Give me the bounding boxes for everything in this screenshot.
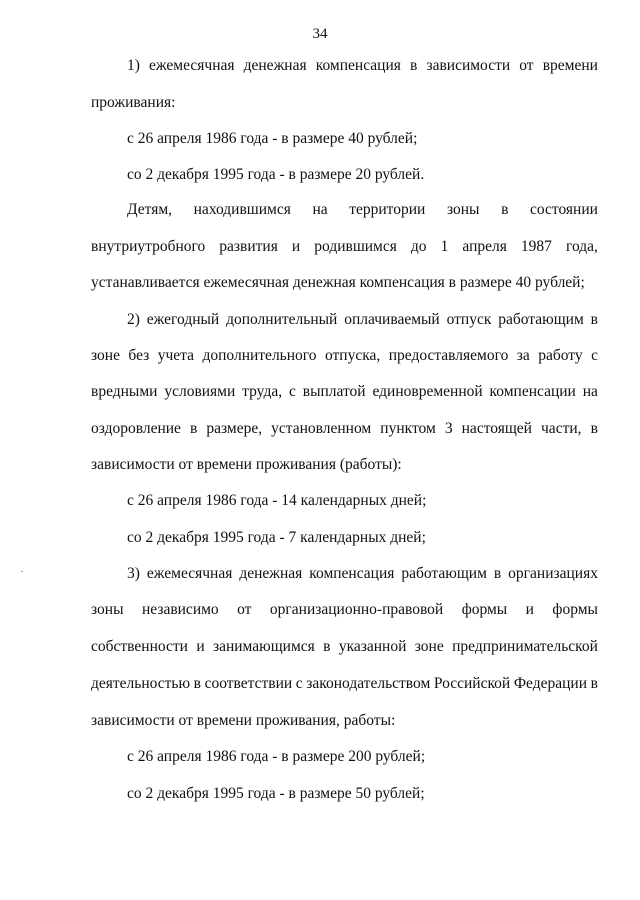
text-word: в [590,675,598,692]
text-word: в [590,420,598,437]
text-word: времени [542,57,598,74]
text-word: зависимости [426,57,511,74]
text-word: от [237,601,252,618]
text-word: отпуска, [324,347,381,364]
text-word: денежная [239,565,303,582]
text-line: зависимости от времени проживания, работы: [91,712,396,729]
text-word: и [525,601,534,618]
text-word: развития [219,238,278,255]
text-word: вредными [91,383,158,400]
text-word: размере, [206,420,263,437]
text-word: соответствии [204,675,293,692]
page-number: 34 [312,26,328,42]
text-line: со 2 декабря 1995 года - 7 календарных дней; [127,529,426,546]
text-word: 1987 [520,238,552,255]
text-word: предпринимательской [452,638,598,655]
text-line: устанавливается ежемесячная денежная компенсация в размере 40 рублей; [91,274,585,291]
text-word: компенсации [489,383,576,400]
text-word: занимающимся [212,638,315,655]
text-word: с [288,383,296,400]
text-line: с 26 апреля 1986 года - 14 календарных дней; [127,492,427,509]
text-word: ежемесячная [149,57,235,74]
text-word: организациях [508,565,598,582]
text-word: условиями [164,383,236,400]
text-word: работу [538,347,583,364]
text-word: независимо [141,601,219,618]
text-word: апреля [462,238,507,255]
text-word: в [501,201,509,218]
text-word: дополнительный [226,311,338,328]
text-line [127,563,598,585]
text-word: от [519,57,534,74]
text-word: зоны [446,201,480,218]
text-word: труда, [242,383,283,400]
text-word: на [582,383,598,400]
text-line: с 26 апреля 1986 года - в размере 200 рублей; [127,748,426,765]
text-line: со 2 декабря 1995 года - в размере 50 рублей; [127,785,425,802]
text-word: и [291,238,301,255]
text-word: с [591,347,598,364]
text-word: в [323,638,331,655]
text-word: на [312,201,328,218]
text-word: территории [349,201,426,218]
text-word: зоны [91,601,124,618]
text-word: указанной [338,638,407,655]
text-word: и [196,638,205,655]
text-word: установленном [271,420,372,437]
text-word: зоне [414,638,444,655]
text-word: 2) [127,311,140,328]
text-word: ежемесячная [146,565,233,582]
text-word: в [189,420,198,437]
text-word: в [493,565,502,582]
text-word: состоянии [530,201,598,218]
text-line [91,418,598,440]
text-word: формы [461,601,508,618]
text-word: настоящей [461,420,532,437]
text-word: в [410,57,418,74]
text-word: оздоровление [91,420,181,437]
text-word: с [295,675,303,692]
text-word: работающим [401,565,487,582]
text-line [91,381,598,403]
text-word: года, [565,238,598,255]
text-line [91,236,598,258]
text-line: зависимости от времени проживания (работы): [91,456,402,473]
text-word: без [128,347,150,364]
text-word: Детям, [127,201,173,218]
text-word: отпуск [446,311,492,328]
text-line: с 26 апреля 1986 года - в размере 40 рублей; [127,130,418,147]
text-line: со 2 декабря 1995 года - в размере 20 рублей. [127,166,425,183]
text-word: законодательством [306,675,431,692]
text-word: до [410,238,427,255]
text-word: находившимся [193,201,291,218]
text-word: оплачиваемый [344,311,440,328]
text-word: единовременной [372,383,483,400]
text-word: выплатой [302,383,366,400]
text-line [91,345,598,367]
text-word: в [193,675,201,692]
text-line [91,673,598,695]
text-word: компенсация [309,565,395,582]
text-word: зоне [91,347,120,364]
text-word: 3 [444,420,453,437]
text-word: 3) [127,565,140,582]
text-word: учета [157,347,195,364]
text-word: собственности [91,638,188,655]
text-word: организационно-правовой [269,601,444,618]
text-word: за [516,347,530,364]
text-line [127,199,598,221]
margin-mark [21,571,23,572]
text-word: ежегодный [146,311,220,328]
text-word: родившимся [314,238,397,255]
text-word: 1 [440,238,449,255]
text-word: внутриутробного [91,238,206,255]
text-line: проживания: [91,94,176,111]
text-word: предоставляемого [388,347,509,364]
text-line [127,309,598,331]
text-word: пунктом [380,420,436,437]
text-word: работающим [498,311,584,328]
text-line [91,599,598,621]
text-line [91,636,598,658]
text-word: денежная [243,57,307,74]
text-word: части, [541,420,582,437]
text-word: деятельностью [91,675,191,692]
text-word: Федерации [513,675,588,692]
text-word: компенсация [315,57,401,74]
text-word: в [590,311,598,328]
text-word: формы [552,601,598,618]
text-word: 1) [127,57,140,74]
text-word: Российской [433,675,511,692]
text-word: дополнительного [202,347,317,364]
text-line [127,55,598,77]
